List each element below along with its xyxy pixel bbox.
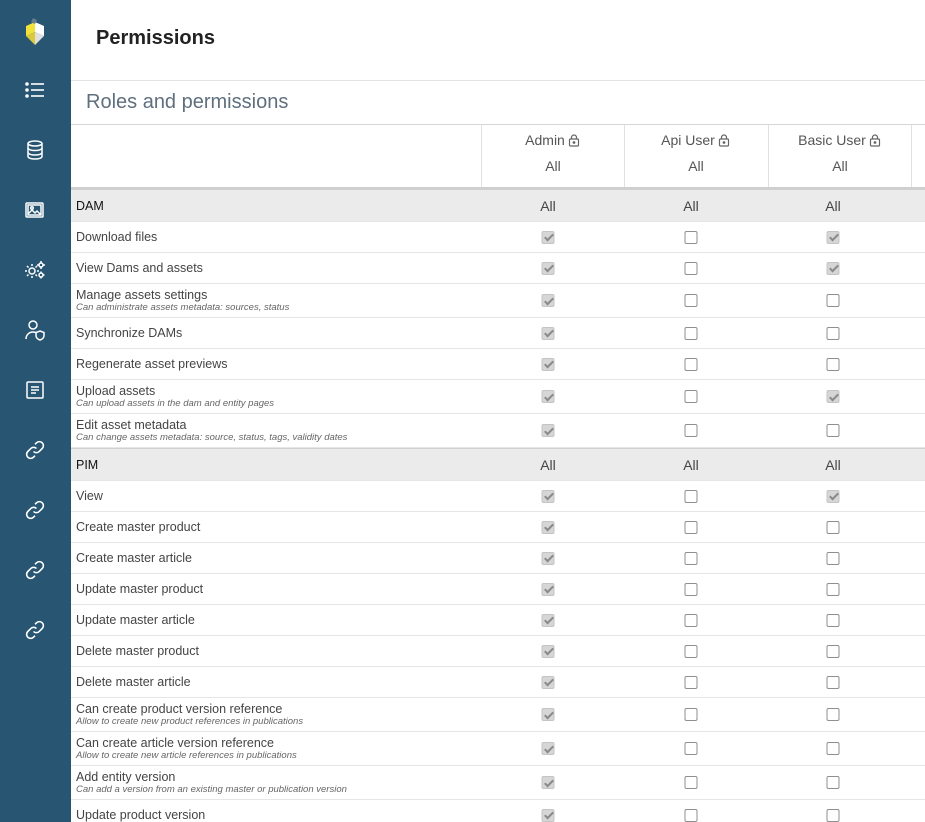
permission-checkbox[interactable] xyxy=(685,708,698,721)
permission-label-cell xyxy=(76,766,347,800)
sidebar xyxy=(0,0,71,822)
permission-checkbox[interactable] xyxy=(542,583,555,596)
permission-checkbox[interactable] xyxy=(542,327,555,340)
sidebar-nav-8[interactable] xyxy=(21,498,49,526)
permission-row xyxy=(71,380,925,414)
link-icon xyxy=(24,619,46,646)
permission-label-cell xyxy=(76,349,227,380)
link-icon xyxy=(24,439,46,466)
role-all-toggle[interactable]: All xyxy=(688,158,704,174)
permission-description: Can change assets metadata: source, status, tags, validity dates xyxy=(76,432,348,443)
sidebar-nav-6[interactable] xyxy=(21,378,49,406)
permission-checkbox[interactable] xyxy=(685,645,698,658)
group-all-toggle[interactable]: All xyxy=(683,197,699,214)
permission-description: Can administrate assets metadata: sources, status xyxy=(76,302,290,313)
link-icon xyxy=(24,559,46,586)
permission-checkbox[interactable] xyxy=(542,521,555,534)
permission-row xyxy=(71,543,925,574)
permission-description: Allow to create new article references in publications xyxy=(76,750,297,761)
permission-label-cell xyxy=(76,481,103,512)
permission-label-cell xyxy=(76,732,297,766)
permission-checkbox[interactable] xyxy=(827,327,840,340)
permission-checkbox[interactable] xyxy=(827,294,840,307)
page-title: Permissions xyxy=(96,27,215,49)
permission-checkbox[interactable] xyxy=(542,294,555,307)
app-logo-icon[interactable] xyxy=(22,18,48,48)
permission-checkbox[interactable] xyxy=(685,742,698,755)
permission-checkbox[interactable] xyxy=(542,708,555,721)
sidebar-nav-1[interactable] xyxy=(21,78,49,106)
permission-checkbox[interactable] xyxy=(685,614,698,627)
permission-checkbox[interactable] xyxy=(542,742,555,755)
permission-label: View Dams and assets xyxy=(76,261,203,275)
lock-icon xyxy=(868,133,882,147)
lock-icon xyxy=(717,133,731,147)
group-all-toggle[interactable]: All xyxy=(825,456,841,473)
permission-label: Synchronize DAMs xyxy=(76,326,183,340)
permission-label-cell xyxy=(76,698,303,732)
permission-label: Create master product xyxy=(76,520,201,534)
role-name[interactable] xyxy=(625,132,767,148)
permission-label: Delete master product xyxy=(76,644,199,658)
permission-checkbox[interactable] xyxy=(827,776,840,789)
role-name-label: Basic User xyxy=(798,132,866,148)
permission-label-cell xyxy=(76,284,289,318)
list-icon xyxy=(24,79,46,106)
permission-label: Can create product version reference xyxy=(76,702,283,716)
permission-checkbox[interactable] xyxy=(827,742,840,755)
permission-label: Delete master article xyxy=(76,675,191,689)
permission-checkbox[interactable] xyxy=(685,424,698,437)
permission-checkbox[interactable] xyxy=(542,231,555,244)
permission-label-cell xyxy=(76,605,195,636)
permission-label-cell xyxy=(76,222,157,253)
permission-row xyxy=(71,766,925,800)
permission-checkbox[interactable] xyxy=(542,390,555,403)
section-title: Roles and permissions xyxy=(86,91,289,113)
permission-label: Can create article version reference xyxy=(76,736,275,750)
sidebar-nav-2[interactable] xyxy=(21,138,49,166)
permission-checkbox[interactable] xyxy=(542,358,555,371)
permission-checkbox[interactable] xyxy=(685,390,698,403)
permission-checkbox[interactable] xyxy=(827,231,840,244)
group-all-toggle[interactable]: All xyxy=(540,197,556,214)
permission-row xyxy=(71,481,925,512)
role-name[interactable] xyxy=(482,132,624,148)
permission-checkbox[interactable] xyxy=(827,490,840,503)
section-header xyxy=(71,81,925,125)
permission-row xyxy=(71,732,925,766)
permission-checkbox[interactable] xyxy=(685,358,698,371)
permission-checkbox[interactable] xyxy=(685,490,698,503)
permission-label-cell xyxy=(76,189,104,222)
permission-row xyxy=(71,800,925,822)
permission-checkbox[interactable] xyxy=(827,358,840,371)
document-icon xyxy=(24,379,46,406)
permission-checkbox[interactable] xyxy=(827,521,840,534)
permission-label: Add entity version xyxy=(76,770,176,784)
permission-checkbox[interactable] xyxy=(542,809,555,822)
sidebar-nav-10[interactable] xyxy=(21,618,49,646)
permission-label: Update master article xyxy=(76,613,195,627)
permission-label-cell xyxy=(76,414,347,448)
permission-row xyxy=(71,318,925,349)
permission-row xyxy=(71,253,925,284)
permission-label-cell xyxy=(76,512,200,543)
topbar xyxy=(71,0,925,81)
permission-label-cell xyxy=(76,800,205,822)
permission-label: Create master article xyxy=(76,551,193,565)
permission-checkbox[interactable] xyxy=(542,490,555,503)
permission-group-row xyxy=(71,189,925,222)
permission-row xyxy=(71,574,925,605)
image-gallery-icon xyxy=(24,199,46,226)
permission-label-cell xyxy=(76,636,199,667)
permission-label-cell xyxy=(76,448,98,481)
permission-checkbox[interactable] xyxy=(827,390,840,403)
permission-label-cell xyxy=(76,574,203,605)
role-all-toggle[interactable]: All xyxy=(832,158,848,174)
permission-checkbox[interactable] xyxy=(827,809,840,822)
role-name-label: Admin xyxy=(525,132,565,148)
main-content xyxy=(71,0,925,822)
permission-label: Regenerate asset previews xyxy=(76,357,228,371)
permission-checkbox[interactable] xyxy=(685,327,698,340)
settings-cogs-icon xyxy=(24,259,46,286)
database-icon xyxy=(24,139,46,166)
group-all-toggle[interactable]: All xyxy=(825,197,841,214)
permission-row xyxy=(71,667,925,698)
sidebar-nav-9[interactable] xyxy=(21,558,49,586)
permission-checkbox[interactable] xyxy=(542,262,555,275)
group-all-toggle[interactable]: All xyxy=(683,456,699,473)
permission-row xyxy=(71,636,925,667)
permission-checkbox[interactable] xyxy=(685,294,698,307)
permission-label: Edit asset metadata xyxy=(76,418,187,432)
permission-checkbox[interactable] xyxy=(542,424,555,437)
permission-label: Manage assets settings xyxy=(76,288,208,302)
permission-label: Update product version xyxy=(76,808,206,822)
permission-row xyxy=(71,414,925,448)
permission-label-cell xyxy=(76,318,182,349)
permission-checkbox[interactable] xyxy=(827,708,840,721)
permission-label-cell xyxy=(76,543,192,574)
sidebar-nav-3[interactable] xyxy=(21,198,49,226)
permission-checkbox[interactable] xyxy=(827,645,840,658)
permission-row xyxy=(71,349,925,380)
permission-label: View xyxy=(76,489,103,503)
permission-row xyxy=(71,698,925,732)
role-column-divider xyxy=(911,125,912,187)
permission-label-cell xyxy=(76,380,274,414)
permission-row xyxy=(71,222,925,253)
role-name[interactable] xyxy=(769,132,911,148)
permission-description: Allow to create new product references in publications xyxy=(76,716,304,727)
permission-label: Download files xyxy=(76,230,158,244)
permission-checkbox[interactable] xyxy=(685,776,698,789)
permission-description: Can upload assets in the dam and entity pages xyxy=(76,398,275,409)
permission-checkbox[interactable] xyxy=(827,262,840,275)
permission-checkbox[interactable] xyxy=(685,809,698,822)
permissions-table xyxy=(71,189,925,822)
permission-checkbox[interactable] xyxy=(542,676,555,689)
group-all-toggle[interactable]: All xyxy=(540,456,556,473)
role-all-toggle[interactable]: All xyxy=(545,158,561,174)
role-header xyxy=(71,125,925,189)
permission-checkbox[interactable] xyxy=(542,614,555,627)
role-column-1 xyxy=(481,125,624,187)
permission-checkbox[interactable] xyxy=(685,231,698,244)
role-column-3 xyxy=(768,125,911,187)
role-name-label: Api User xyxy=(661,132,715,148)
permission-group-row xyxy=(71,448,925,481)
permission-label-cell xyxy=(76,667,191,698)
permission-checkbox[interactable] xyxy=(542,776,555,789)
link-icon xyxy=(24,499,46,526)
permission-row xyxy=(71,284,925,318)
permission-checkbox[interactable] xyxy=(685,676,698,689)
permission-label: Upload assets xyxy=(76,384,156,398)
role-column-2 xyxy=(624,125,767,187)
sidebar-nav-5[interactable] xyxy=(21,318,49,346)
permission-description: Can add a version from an existing master or publication version xyxy=(76,784,347,795)
sidebar-nav-7[interactable] xyxy=(21,438,49,466)
sidebar-nav-4[interactable] xyxy=(21,258,49,286)
permission-label: Update master product xyxy=(76,582,204,596)
permission-checkbox[interactable] xyxy=(685,583,698,596)
permission-checkbox[interactable] xyxy=(827,676,840,689)
permission-row xyxy=(71,605,925,636)
permission-row xyxy=(71,512,925,543)
permission-checkbox[interactable] xyxy=(542,645,555,658)
permission-checkbox[interactable] xyxy=(827,424,840,437)
group-label: PIM xyxy=(76,457,99,472)
permission-checkbox[interactable] xyxy=(827,552,840,565)
lock-icon xyxy=(567,133,581,147)
permission-checkbox[interactable] xyxy=(827,614,840,627)
permission-checkbox[interactable] xyxy=(685,262,698,275)
group-label: DAM xyxy=(76,198,104,213)
permission-checkbox[interactable] xyxy=(827,583,840,596)
permission-checkbox[interactable] xyxy=(685,521,698,534)
permission-label-cell xyxy=(76,253,203,284)
permission-checkbox[interactable] xyxy=(542,552,555,565)
user-shield-icon xyxy=(24,319,46,346)
permission-checkbox[interactable] xyxy=(685,552,698,565)
